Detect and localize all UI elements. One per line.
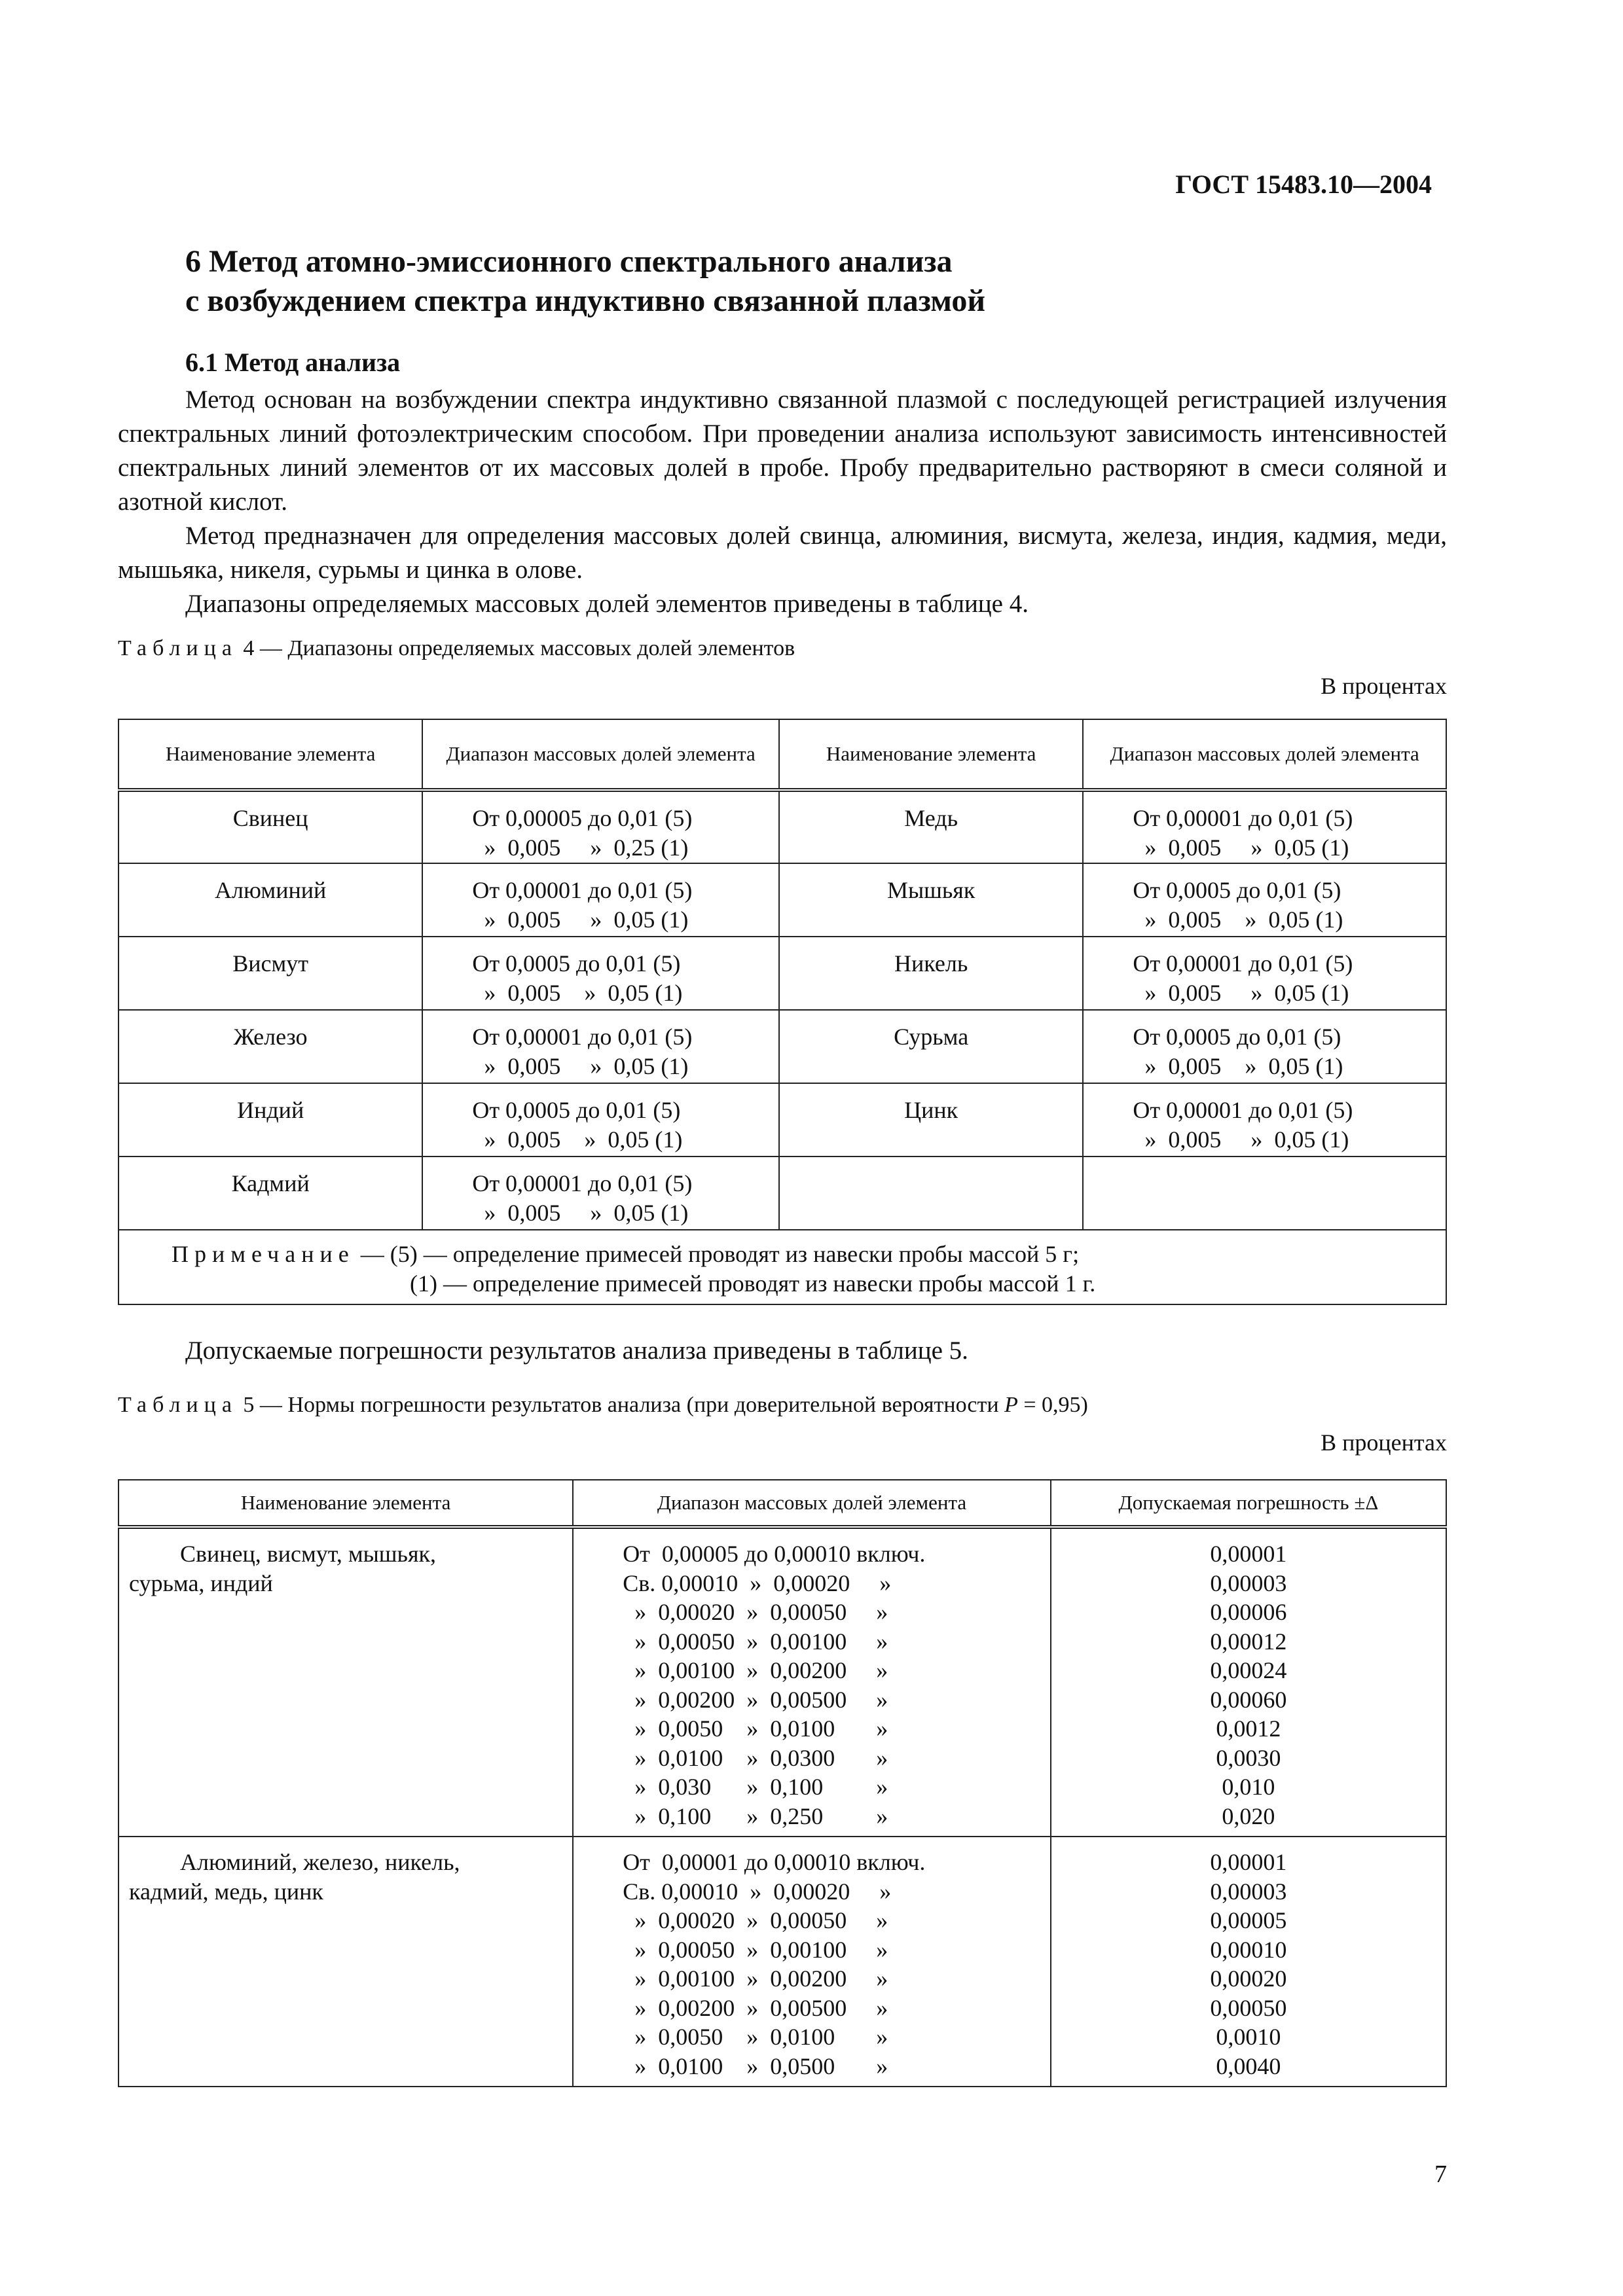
element-range: От 0,0005 до 0,01 (5) » 0,005 » 0,05 (1) [422, 1083, 779, 1157]
element-range: От 0,00001 до 0,01 (5) » 0,005 » 0,05 (1) [1083, 790, 1446, 863]
table4-note-row [119, 1230, 1446, 1304]
table5-header-range: Диапазон массовых долей элемента [573, 1480, 1051, 1527]
section-title-line1: 6 Метод атомно-эмиссионного спектрального анализа [185, 244, 953, 279]
error-list: 0,00001 0,00003 0,00006 0,00012 0,00024 0,00060 0,0012 0,0030 0,010 0,020 [1051, 1527, 1446, 1837]
paragraph-table5-ref: Допускаемые погрешности результатов анализа приведены в таблице 5. [185, 1336, 968, 1365]
table5-caption-p: P [1004, 1393, 1018, 1417]
table-row [119, 1083, 1446, 1157]
paragraph-table4-ref: Диапазоны определяемых массовых долей элементов приведены в таблице 4. [185, 590, 1029, 618]
note-text-5g: — (5) — определение примесей проводят из навески пробы массой 5 г; [354, 1241, 1080, 1267]
element-range: От 0,0005 до 0,01 (5) » 0,005 » 0,05 (1) [1083, 1010, 1446, 1083]
element-name [779, 1157, 1083, 1230]
element-range: От 0,00001 до 0,01 (5) » 0,005 » 0,05 (1) [1083, 937, 1446, 1010]
element-name: Цинк [779, 1083, 1083, 1157]
paragraph-method-purpose: Метод предназначен для определения массовых долей свинца, алюминия, висмута, железа, индия, кадмия, меди, мышьяка, никеля, сурьмы и цинка в олове. [118, 522, 1447, 584]
table5-caption [118, 1393, 1088, 1418]
table4-header-row [119, 719, 1446, 790]
table5-header-element: Наименование элемента [119, 1480, 573, 1527]
element-range: От 0,00001 до 0,01 (5) » 0,005 » 0,05 (1) [422, 1157, 779, 1230]
table-row [119, 863, 1446, 937]
range-list: От 0,00001 до 0,00010 включ. Св. 0,00010 » 0,00020 » » 0,00020 » 0,00050 » » 0,00050 » 0,00100 » » 0,00100 » 0,00200 » » 0,00200 » 0,00500 » » 0,0050 » 0,0100 » » 0,0100 » 0,0500 » [573, 1837, 1051, 2087]
element-name: Индий [119, 1083, 422, 1157]
range-list: От 0,00005 до 0,00010 включ. Св. 0,00010 » 0,00020 » » 0,00020 » 0,00050 » » 0,00050 » 0,00100 » » 0,00100 » 0,00200 » » 0,00200 » 0,00500 » » 0,0050 » 0,0100 » » 0,0100 » 0,0300 » » 0,030 » 0,100 » » 0,100 » 0,250 » [573, 1527, 1051, 1837]
table4-note [119, 1230, 1446, 1304]
element-group-line2: кадмий, медь, цинк [129, 1878, 323, 1905]
table5-units: В процентах [1321, 1429, 1447, 1456]
note-word: Примечание [172, 1241, 355, 1267]
table5-caption-text: 5 — Нормы погрешности результатов анализа (при доверительной вероятности [243, 1393, 1005, 1417]
element-range [1083, 1157, 1446, 1230]
element-group-name [119, 1837, 573, 2087]
table-row [119, 1837, 1446, 2087]
method-description [118, 383, 1447, 621]
section-title-line2: с возбуждением спектра индуктивно связанной плазмой [185, 283, 986, 318]
document-code: ГОСТ 15483.10—2004 [1175, 170, 1432, 199]
table5-reference [118, 1334, 1447, 1368]
table-row [119, 937, 1446, 1010]
table-row [119, 790, 1446, 863]
table5-header-row [119, 1480, 1446, 1527]
table5-caption-word: Таблица [118, 1393, 238, 1417]
table4 [118, 719, 1447, 1305]
element-group-line1: Алюминий, железо, никель, [180, 1849, 460, 1875]
element-range: От 0,00001 до 0,01 (5) » 0,005 » 0,05 (1) [422, 1010, 779, 1083]
paragraph-method-basis: Метод основан на возбуждении спектра индуктивно связанной плазмой с последующей регистрацией излучения спектральных линий фотоэлектрическим способом. При проведении анализа используют зависимость интенсивностей спектральных линий элементов от их массовых долей в пробе. Пробу предварительно растворяют в смеси соляной и азотной кислот. [118, 386, 1447, 516]
element-group-line2: сурьма, индий [129, 1570, 273, 1596]
table4-header-range-2: Диапазон массовых долей элемента [1083, 719, 1446, 790]
table5 [118, 1479, 1447, 2087]
element-range: От 0,0005 до 0,01 (5) » 0,005 » 0,05 (1) [1083, 863, 1446, 937]
table4-header-element: Наименование элемента [119, 719, 422, 790]
subsection-title: 6.1 Метод анализа [185, 348, 401, 377]
element-name: Сурьма [779, 1010, 1083, 1083]
element-name: Алюминий [119, 863, 422, 937]
table5-caption-end: = 0,95) [1017, 1393, 1088, 1417]
element-range: От 0,00001 до 0,01 (5) » 0,005 » 0,05 (1) [1083, 1083, 1446, 1157]
table4-caption-text: 4 — Диапазоны определяемых массовых долей элементов [243, 636, 795, 660]
table5-header-error: Допускаемая погрешность ±Δ [1051, 1480, 1446, 1527]
element-name: Кадмий [119, 1157, 422, 1230]
element-name: Железо [119, 1010, 422, 1083]
element-group-name [119, 1527, 573, 1837]
table-row [119, 1010, 1446, 1083]
table4-note-line1 [172, 1240, 1446, 1269]
table4-header-range: Диапазон массовых долей элемента [422, 719, 779, 790]
element-group-line1: Свинец, висмут, мышьяк, [180, 1541, 436, 1567]
element-name: Свинец [119, 790, 422, 863]
table4-caption [118, 636, 795, 661]
table4-header-element-2: Наименование элемента [779, 719, 1083, 790]
section-title [185, 242, 1429, 321]
note-text-1g: (1) — определение примесей проводят из навески пробы массой 1 г. [410, 1270, 1096, 1297]
element-name: Никель [779, 937, 1083, 1010]
error-list: 0,00001 0,00003 0,00005 0,00010 0,00020 0,00050 0,0010 0,0040 [1051, 1837, 1446, 2087]
table4-caption-word: Таблица [118, 636, 238, 660]
table-row [119, 1527, 1446, 1837]
table-row [119, 1157, 1446, 1230]
element-range: От 0,0005 до 0,01 (5) » 0,005 » 0,05 (1) [422, 937, 779, 1010]
element-name: Висмут [119, 937, 422, 1010]
page-number: 7 [1434, 2161, 1447, 2188]
element-name: Медь [779, 790, 1083, 863]
element-range: От 0,00005 до 0,01 (5) » 0,005 » 0,25 (1) [422, 790, 779, 863]
table4-units: В процентах [1321, 673, 1447, 699]
element-range: От 0,00001 до 0,01 (5) » 0,005 » 0,05 (1) [422, 863, 779, 937]
element-name: Мышьяк [779, 863, 1083, 937]
